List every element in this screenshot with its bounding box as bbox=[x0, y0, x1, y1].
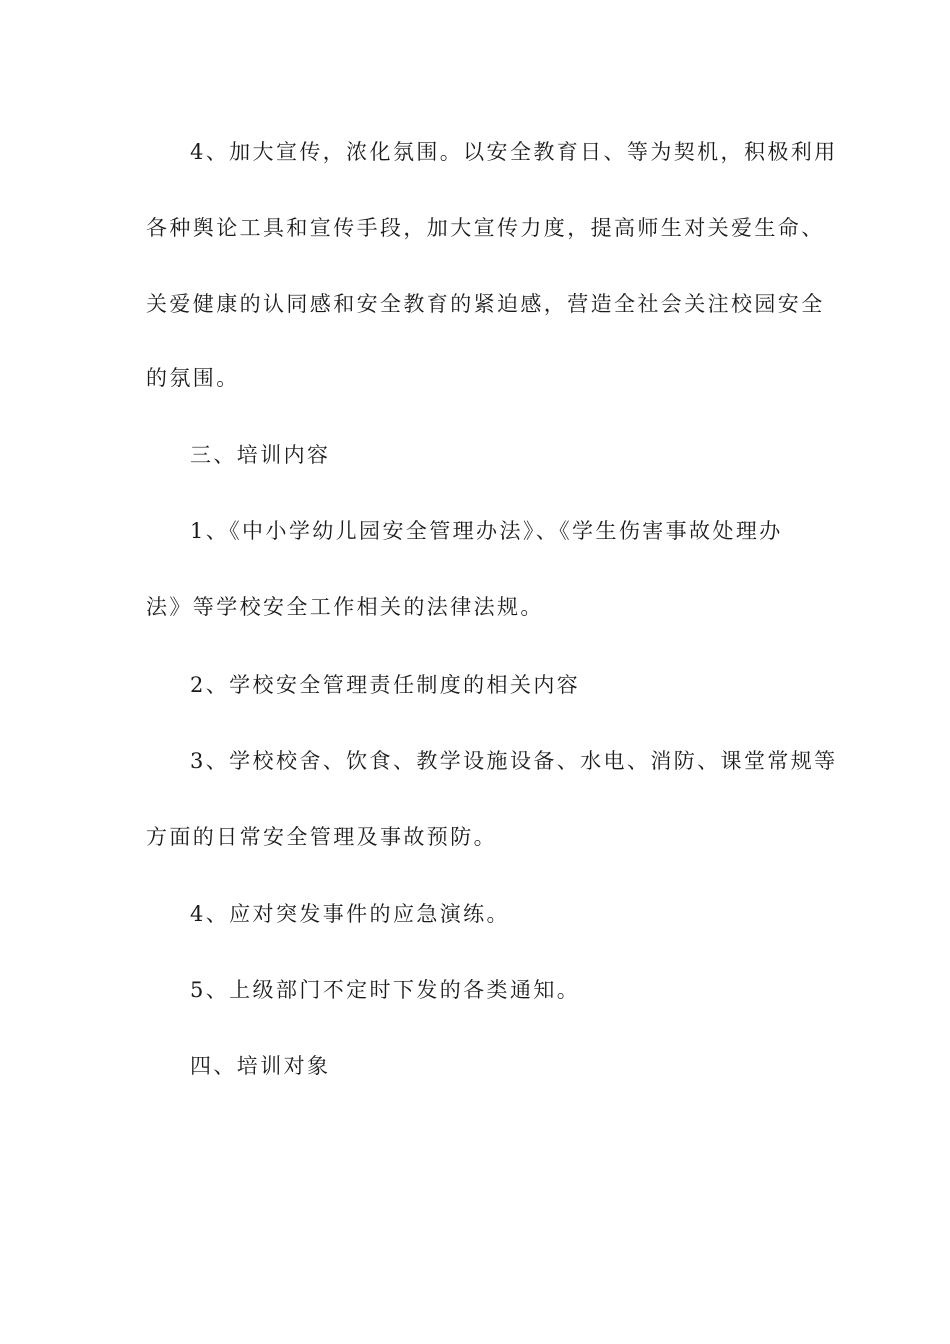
list-item: 4、应对突发事件的应急演练。 bbox=[190, 902, 510, 926]
list-item: 5、上级部门不定时下发的各类通知。 bbox=[190, 978, 581, 1002]
list-item: 3、学校校舍、饮食、教学设施设备、水电、消防、课堂常规等 bbox=[190, 749, 838, 773]
section-heading: 四、培训对象 bbox=[190, 1054, 331, 1078]
paragraph-line: 4、加大宣传，浓化氛围。以安全教育日、等为契机，积极利用 bbox=[190, 140, 838, 164]
list-item-continuation: 方面的日常安全管理及事故预防。 bbox=[146, 825, 497, 849]
paragraph-line: 各种舆论工具和宣传手段，加大宣传力度，提高师生对关爱生命、 bbox=[146, 216, 825, 240]
list-item: 1、《中小学幼儿园安全管理办法》、《学生伤害事故处理办 bbox=[190, 519, 783, 543]
paragraph-line: 的氛围。 bbox=[146, 366, 240, 390]
list-item-continuation: 法》等学校安全工作相关的法律法规。 bbox=[146, 595, 544, 619]
list-item: 2、学校安全管理责任制度的相关内容 bbox=[190, 673, 581, 697]
paragraph-line: 关爱健康的认同感和安全教育的紧迫感，营造全社会关注校园安全 bbox=[146, 292, 825, 316]
section-heading: 三、培训内容 bbox=[190, 443, 331, 467]
